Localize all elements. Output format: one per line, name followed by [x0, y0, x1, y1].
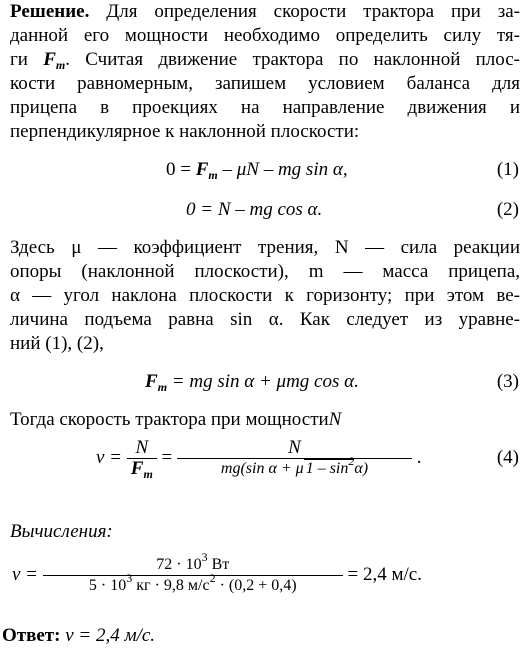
text-line-3-pre: ги: [10, 49, 28, 70]
equation-2: 0 = N – mg cos α.: [186, 199, 323, 220]
calculation: v = $\frac{72 \cdot 10^3 Вт}{5 \cdot 10^3 кг \cdot 9,8 м/с^2 \cdot (0,2 + 0,4)}$ = 2,4 м/с.: [12, 550, 422, 595]
equation-1: $0 = F_т - \mu N$ – mg sin α,: [166, 159, 348, 182]
force-symbol: $F_т$: [43, 49, 66, 72]
explanation-line-4: личина подъема равна sin α. Как следует из уравне-: [10, 309, 520, 330]
text-line-3: [10, 48, 520, 72]
explanation-line-5: ний (1), (2),: [10, 333, 104, 354]
fraction-n-over-expression: $\frac{N}{mg(\sin \alpha + \mu 1 - \sin^2\alpha)}$: [177, 438, 412, 479]
text-line-1: [10, 0, 520, 24]
solution-heading: Решение.: [10, 1, 90, 22]
equation-2-number: (2): [496, 199, 519, 220]
answer: [2, 624, 155, 648]
calculation-fraction: $\frac{72 \cdot 10^3 Вт}{5 \cdot 10^3 кг \cdot 9,8 м/с^2 \cdot (0,2 + 0,4)}$: [43, 555, 343, 596]
explanation-line-1: Здесь μ — коэффициент трения, N — сила реакции: [10, 237, 520, 258]
answer-value: v = 2,4 м/с.: [65, 625, 156, 646]
text-line-1-rest: Для определения скорости трактора при за-: [106, 1, 521, 22]
equation-1-number: (1): [496, 159, 519, 180]
explanation-line-3: α — угол наклона плоскости к горизонту; при этом ве-: [10, 285, 520, 306]
answer-label: Ответ:: [2, 625, 61, 646]
equation-4-number: (4): [496, 447, 519, 468]
equation-3-number: (3): [496, 371, 519, 392]
speed-intro: Тогда скорость трактора при мощностиN: [10, 409, 342, 430]
calculations-label: Вычисления:: [10, 521, 113, 542]
equation-4: v = $\frac{N}{F_т}$ = $\frac{N}{mg(\sin \alpha + \mu 1 - \sin^2\alpha)}$ .: [96, 437, 422, 482]
text-line-5: прицепа в проекциях на направление движения и: [10, 97, 520, 118]
explanation-line-2: опоры (наклонной плоскости), m — масса прицепа,: [10, 261, 520, 282]
text-line-6: перпендикулярное к наклонной плоскости:: [10, 121, 360, 142]
text-line-2: данной его мощности необходимо определить силу тя-: [10, 25, 520, 46]
text-line-4: кости равномерным, запишем условием баланса для: [10, 73, 520, 94]
fraction-n-over-f: $\frac{N}{F_т}$: [127, 438, 157, 479]
text-line-3-post: . Считая движение трактора по наклонной плос-: [65, 49, 521, 70]
equation-3: $F_т$ = mg sin α + μmg cos α.: [145, 371, 359, 394]
